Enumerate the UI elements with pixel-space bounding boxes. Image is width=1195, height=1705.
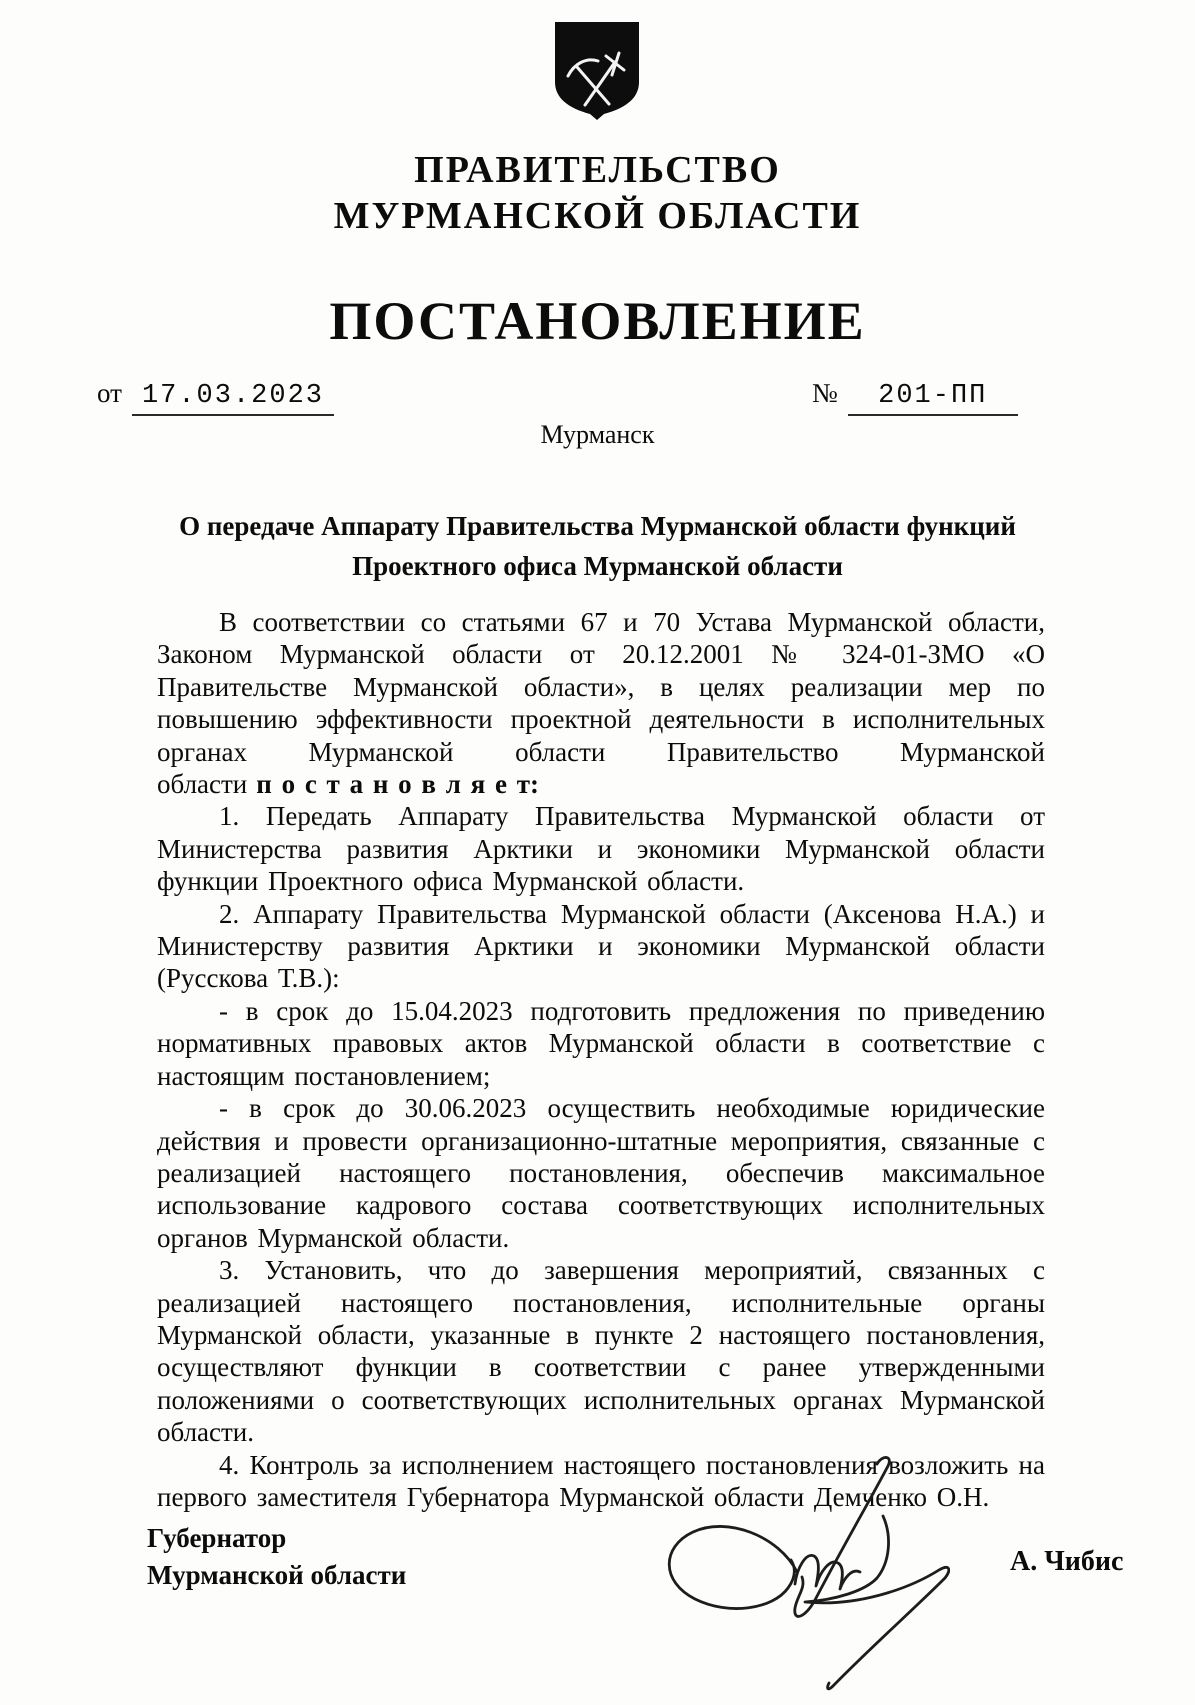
org-name-line2: МУРМАНСКОЙ ОБЛАСТИ bbox=[333, 195, 862, 237]
meta-row bbox=[0, 378, 1195, 422]
document-title: О передаче Аппарату Правительства Мурманской области функций Проектного офиса Мурманской области bbox=[179, 511, 1016, 581]
date-field bbox=[97, 378, 334, 416]
resolution-word: п о с т а н о в л я е т: bbox=[256, 769, 539, 800]
paragraph-item-2: 2. Аппарату Правительства Мурманской области (Аксенова Н.А.) и Министерству развития Арктики и экономики Мурманской области (Русскова Т.В.): bbox=[157, 898, 1045, 994]
date-value: 17.03.2023 bbox=[132, 381, 334, 416]
signer-position bbox=[147, 1520, 406, 1594]
paragraph-bullet-2: - в срок до 30.06.2023 осуществить необходимые юридические действия и провести организационно-штатные мероприятия, связанные с реализацией настоящего постановления, обеспечив максимальное использование кадрового состава соответствующих исполнительных органов Мурманской области. bbox=[157, 1093, 1045, 1253]
paragraph-bullet-1: - в срок до 15.04.2023 подготовить предложения по приведению нормативных правовых актов Мурманской области в соответствие с настоящим постановлением; bbox=[157, 995, 1045, 1091]
date-label: от bbox=[97, 378, 122, 408]
signer-position-line2: Мурманской области bbox=[147, 1560, 407, 1590]
murmansk-coat-of-arms-icon bbox=[552, 20, 642, 120]
signer-position-line1: Губернатор bbox=[147, 1523, 287, 1553]
handwritten-signature-icon bbox=[655, 1450, 950, 1702]
paragraph-item-1: 1. Передать Аппарату Правительства Мурманской области от Министерства развития Арктики и экономики Мурманской области функции Проектного офиса Мурманской области. bbox=[157, 801, 1045, 897]
document-type-heading: ПОСТАНОВЛЕНИЕ bbox=[329, 291, 866, 351]
number-label: № bbox=[812, 378, 838, 408]
number-field bbox=[812, 378, 1018, 416]
org-name-line1: ПРАВИТЕЛЬСТВО bbox=[414, 149, 781, 191]
signer-name: А. Чибис bbox=[1010, 1546, 1124, 1577]
city-name: Мурманск bbox=[540, 420, 655, 449]
preamble-paragraph bbox=[157, 606, 1045, 800]
paragraph-item-3: 3. Установить, что до завершения мероприятий, связанных с реализацией настоящего постановления, исполнительные органы Мурманской области, указанные в пункте 2 настоящего постановления, осуществляют функции в соответствии с ранее утвержденными положениями о соответствующих исполнительных органах Мурманской области. bbox=[157, 1255, 1045, 1448]
number-value: 201-ПП bbox=[848, 381, 1018, 416]
document-body bbox=[157, 606, 1045, 1513]
paragraph-item-4: 4. Контроль за исполнением настоящего постановления возложить на первого заместителя Губернатора Мурманской области Демченко О.Н. bbox=[157, 1449, 1045, 1512]
preamble-text: В соответствии со статьями 67 и 70 Устава Мурманской области, Законом Мурманской области от 20.12.2001 № 324-01-ЗМО «О Правительстве Мурманской области», в целях реализации мер по повышению эффективности проектной деятельности в исполнительных органах Мурманской области Правительство Мурманской области bbox=[157, 607, 1045, 800]
